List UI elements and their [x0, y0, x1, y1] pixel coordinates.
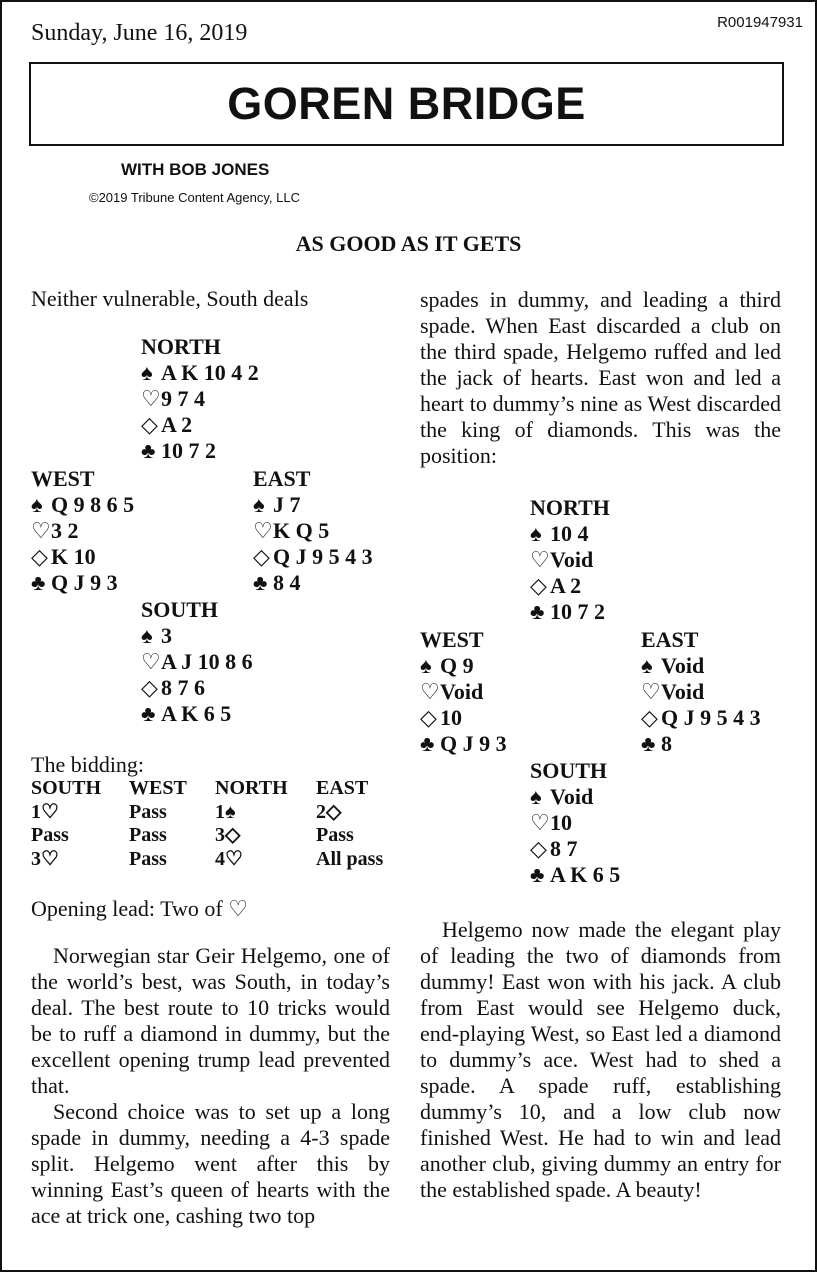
east-hand	[253, 466, 373, 596]
club-icon: ♣	[141, 438, 156, 463]
column-two-intro	[420, 287, 781, 469]
spade-icon: ♠	[641, 653, 653, 678]
bid: 1♡	[31, 800, 59, 823]
spades-holding: Q 9 8 6 5	[51, 492, 135, 517]
bid: 1♠	[215, 800, 236, 823]
clubs-holding: 10 7 2	[550, 599, 605, 624]
heart-icon: ♡	[530, 547, 550, 572]
bid: Pass	[31, 824, 69, 846]
paragraph: Second choice was to set up a long spade in dummy, needing a 4-3 spade split. Helgemo went after this by winning East’s queen of hearts with the ace at trick one, cashing two top	[31, 1099, 390, 1228]
bidding-header: WEST	[129, 777, 187, 799]
byline: WITH BOB JONES	[121, 160, 270, 179]
diamond-icon: ◇	[530, 836, 547, 861]
diamonds-holding: K 10	[51, 544, 96, 569]
bidding-header: NORTH	[215, 777, 288, 799]
spades-holding: Void	[550, 784, 594, 809]
bid: 3◇	[215, 824, 241, 846]
hearts-holding: Void	[550, 547, 594, 572]
hand-label: EAST	[641, 627, 699, 652]
hand-label: NORTH	[530, 495, 610, 520]
hand-label: SOUTH	[530, 758, 608, 783]
headline: AS GOOD AS IT GETS	[295, 231, 522, 256]
heart-icon: ♡	[31, 518, 51, 543]
north-hand	[141, 334, 259, 464]
bidding-header: SOUTH	[31, 777, 102, 799]
hearts-holding: K Q 5	[273, 518, 330, 543]
hand-label: EAST	[253, 466, 311, 491]
heart-icon: ♡	[253, 518, 273, 543]
clubs-holding: 10 7 2	[161, 438, 216, 463]
heart-icon: ♡	[141, 386, 161, 411]
spades-holding: Void	[661, 653, 705, 678]
heart-icon: ♡	[530, 810, 550, 835]
hand-label: WEST	[31, 466, 95, 491]
diamonds-holding: A 2	[550, 573, 582, 598]
spades-holding: 3	[161, 623, 172, 648]
spades-holding: J 7	[273, 492, 301, 517]
spades-holding: A K 10 4 2	[161, 360, 259, 385]
diamond-icon: ◇	[253, 544, 270, 569]
opening-lead: Opening lead: Two of ♡	[31, 896, 248, 921]
hand-label: WEST	[420, 627, 484, 652]
club-icon: ♣	[141, 701, 156, 726]
diamond-icon: ◇	[31, 544, 48, 569]
publication-date: Sunday, June 16, 2019	[31, 20, 248, 46]
column-title: GOREN BRIDGE	[227, 78, 586, 129]
club-icon: ♣	[420, 731, 435, 756]
paragraph: Norwegian star Geir Helgemo, one of the world’s best, was South, in today’s deal. The best route to 10 tricks would be to ruff a diamond in dummy, but the excellent opening trump lead prevented that.	[31, 943, 390, 1098]
bid: 3♡	[31, 847, 59, 870]
spade-icon: ♠	[420, 653, 432, 678]
heart-icon: ♡	[641, 679, 661, 704]
clubs-holding: A K 6 5	[161, 701, 232, 726]
column-two-text	[420, 917, 781, 1203]
heart-icon: ♡	[420, 679, 440, 704]
hand-label: SOUTH	[141, 597, 219, 622]
clubs-holding: A K 6 5	[550, 862, 621, 887]
diamond-icon: ◇	[420, 705, 437, 730]
south-hand	[141, 597, 253, 727]
position-west-hand	[420, 627, 507, 757]
clubs-holding: 8	[661, 731, 672, 756]
deal-info: Neither vulnerable, South deals	[31, 286, 309, 311]
spade-icon: ♠	[530, 784, 542, 809]
spade-icon: ♠	[141, 360, 153, 385]
bid: All pass	[316, 847, 384, 870]
club-icon: ♣	[641, 731, 656, 756]
club-icon: ♣	[31, 570, 46, 595]
diamonds-holding: 8 7 6	[161, 675, 205, 700]
club-icon: ♣	[530, 599, 545, 624]
bid: 2◇	[316, 800, 342, 823]
diamonds-holding: 10	[440, 705, 462, 730]
spades-holding: Q 9	[440, 653, 474, 678]
bid: Pass	[316, 824, 354, 846]
diamond-icon: ◇	[530, 573, 547, 598]
title-box	[29, 62, 784, 146]
spade-icon: ♠	[141, 623, 153, 648]
diamond-icon: ◇	[141, 412, 158, 437]
club-icon: ♣	[530, 862, 545, 887]
paragraph: Helgemo now made the elegant play of leading the two of diamonds from dummy! East won with his jack. A club from East would see Helgemo duck, end-playing West, so East led a diamond to dummy’s ace. West had to shed a spade. A spade ruff, establishing dummy’s 10, and a low club now finished West. He had to win and lead another club, giving dummy an entry for the established spade. A beauty!	[420, 917, 781, 1202]
hearts-holding: 9 7 4	[161, 386, 205, 411]
position-south-hand	[530, 758, 620, 888]
clubs-holding: Q J 9 3	[51, 570, 118, 595]
hand-label: NORTH	[141, 334, 221, 359]
bidding-label: The bidding:	[31, 752, 145, 777]
hearts-holding: 10	[550, 810, 572, 835]
hearts-holding: A J 10 8 6	[161, 649, 253, 674]
paragraph: spades in dummy, and leading a third spade. When East discarded a club on the third spade, Helgemo ruffed and led the jack of hearts. East won and led a heart to dummy’s nine as West discarded the king of diamonds. This was the position:	[420, 287, 781, 468]
hearts-holding: Void	[440, 679, 484, 704]
spades-holding: 10 4	[550, 521, 589, 546]
clubs-holding: 8 4	[273, 570, 301, 595]
diamonds-holding: Q J 9 5 4 3	[273, 544, 373, 569]
article-code: R001947931	[717, 14, 803, 31]
diamond-icon: ◇	[141, 675, 158, 700]
column-one-text	[31, 943, 390, 1229]
heart-icon: ♡	[141, 649, 161, 674]
spade-icon: ♠	[253, 492, 265, 517]
hearts-holding: 3 2	[51, 518, 79, 543]
bid: Pass	[129, 824, 167, 846]
diamonds-holding: Q J 9 5 4 3	[661, 705, 761, 730]
position-east-hand	[641, 627, 761, 757]
west-hand	[31, 466, 134, 596]
clubs-holding: Q J 9 3	[440, 731, 507, 756]
bid: Pass	[129, 800, 167, 823]
copyright: ©2019 Tribune Content Agency, LLC	[89, 190, 300, 205]
club-icon: ♣	[253, 570, 268, 595]
bid: Pass	[129, 847, 167, 870]
spade-icon: ♠	[31, 492, 43, 517]
spade-icon: ♠	[530, 521, 542, 546]
hearts-holding: Void	[661, 679, 705, 704]
diamond-icon: ◇	[641, 705, 658, 730]
bid: 4♡	[215, 847, 243, 870]
bidding-header: EAST	[316, 777, 369, 799]
position-north-hand	[530, 495, 610, 625]
diamonds-holding: A 2	[161, 412, 193, 437]
diamonds-holding: 8 7	[550, 836, 578, 861]
